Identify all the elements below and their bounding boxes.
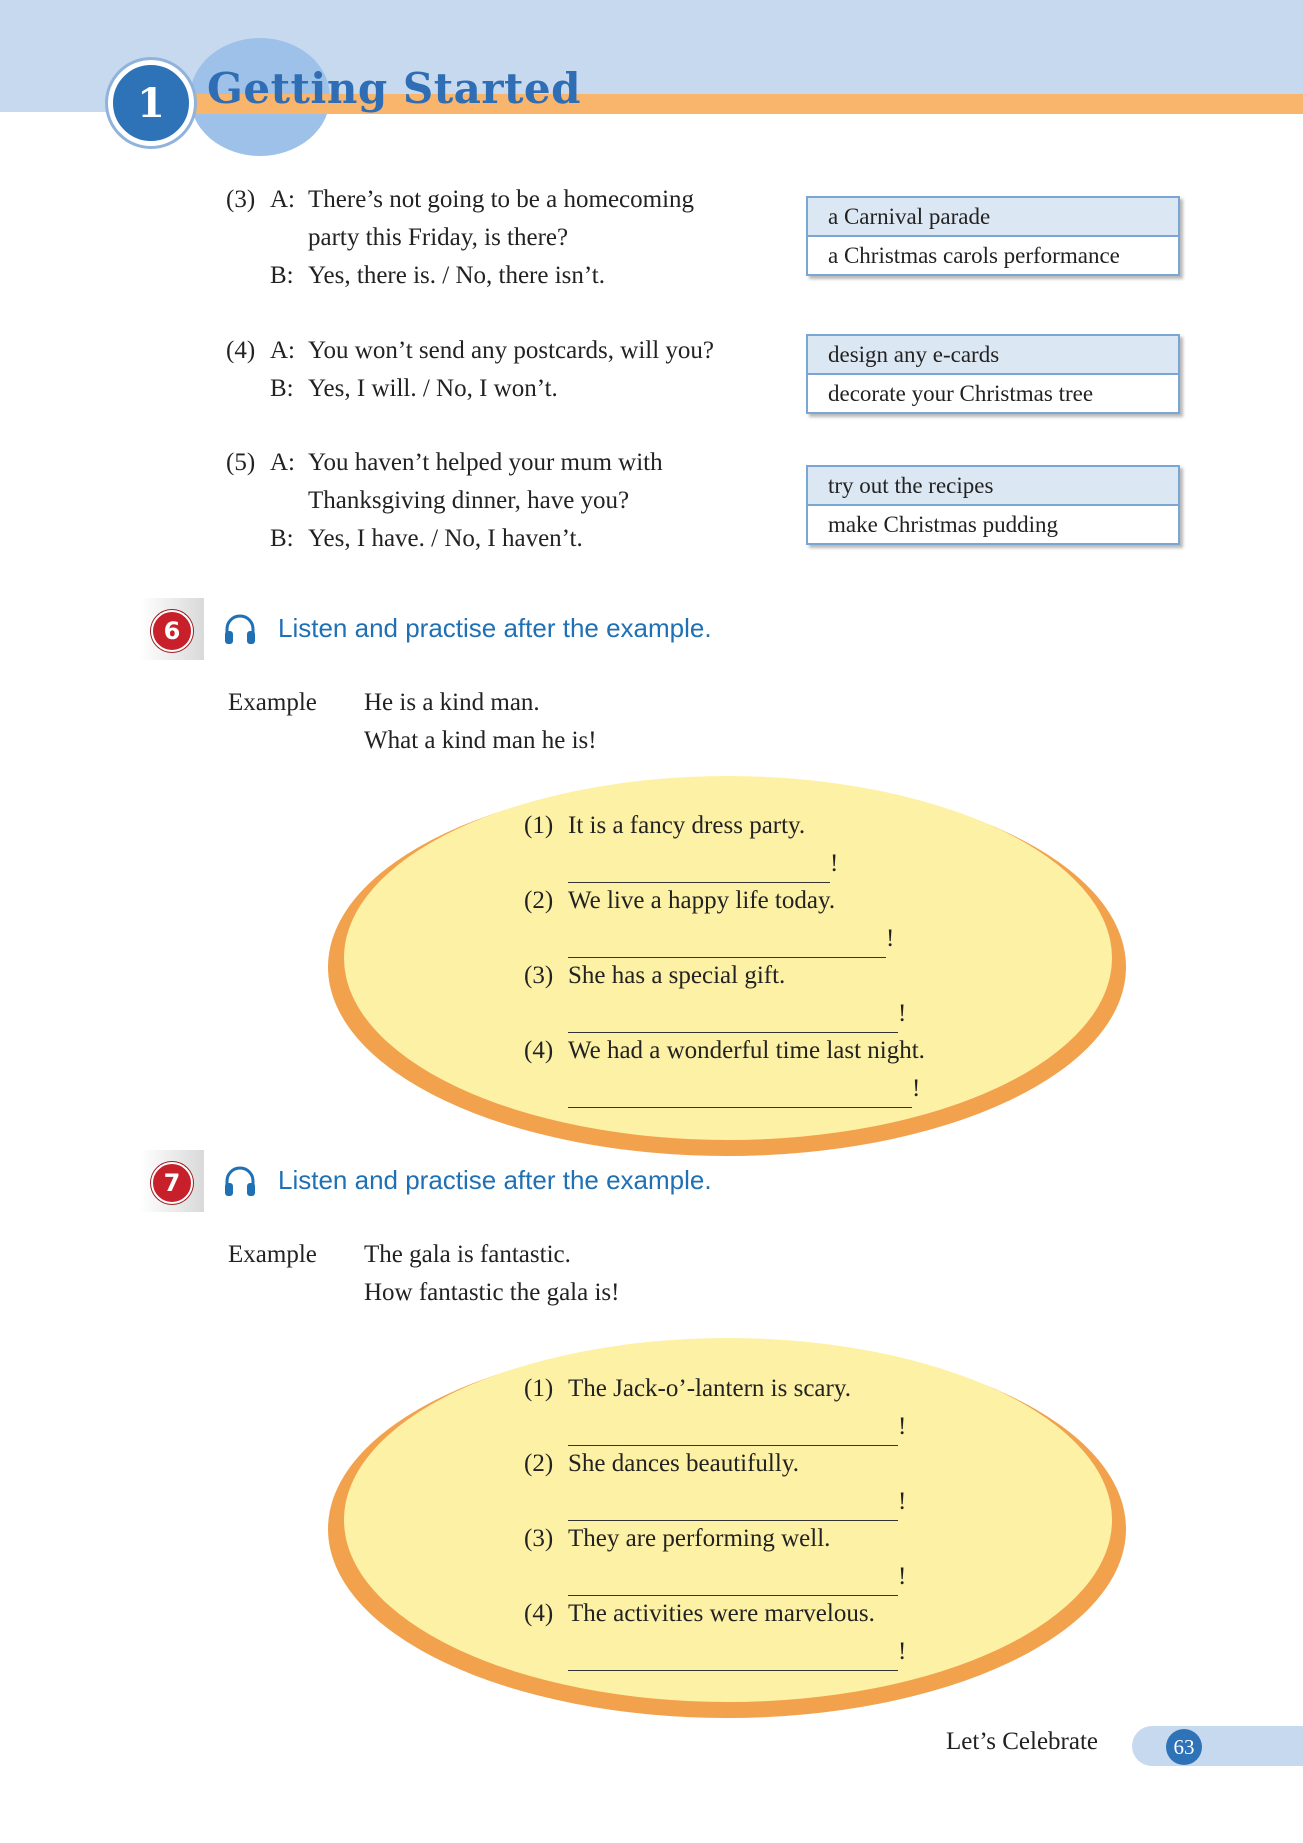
exercise-6-item-4: (4) We had a wonderful time last night. [524, 1037, 925, 1064]
exercise-6-answer-2[interactable]: ! [568, 920, 894, 958]
dialogue-4-a: (4) A: You won’t send any postcards, will you? [226, 337, 715, 364]
footer-band [1132, 1726, 1303, 1766]
exercise-7-answer-2[interactable]: ! [568, 1483, 906, 1521]
exercise-6-item-1: (1) It is a fancy dress party. [524, 812, 806, 839]
exercise-6-answer-4[interactable]: ! [568, 1070, 920, 1108]
page-title: Getting Started [207, 64, 581, 113]
headphones-icon [222, 1164, 258, 1200]
dialogue-3-a-cont: party this Friday, is there? [308, 224, 569, 251]
example-6-label: Example [228, 689, 317, 716]
exercise-6-item-2: (2) We live a happy life today. [524, 887, 836, 914]
option-box-1 [806, 196, 1180, 276]
unit-number-badge: 1 [108, 60, 194, 146]
exercise-7-item-4: (4) The activities were marvelous. [524, 1600, 875, 1627]
headphones-icon [222, 612, 258, 648]
dialogue-3-b: B: Yes, there is. / No, there isn’t. [270, 262, 605, 289]
exercise-6-item-3: (3) She has a special gift. [524, 962, 786, 989]
dialogue-3-a: (3) A: There’s not going to be a homecoming [226, 186, 695, 213]
option-item: decorate your Christmas tree [828, 381, 1094, 406]
section-6-instruction: Listen and practise after the example. [278, 613, 712, 643]
exercise-7-item-2: (2) She dances beautifully. [524, 1450, 799, 1477]
option-item: try out the recipes [808, 467, 1178, 506]
section-7-instruction: Listen and practise after the example. [278, 1165, 712, 1195]
option-item: make Christmas pudding [828, 512, 1058, 537]
option-item: a Carnival parade [808, 198, 1178, 237]
exercise-6-answer-1[interactable]: ! [568, 845, 838, 883]
exercise-6-answer-3[interactable]: ! [568, 995, 906, 1033]
footer-title: Let’s Celebrate [946, 1728, 1099, 1755]
example-6-line2: What a kind man he is! [364, 727, 597, 754]
section-7-number: 7 [151, 1162, 193, 1204]
example-7-line1: The gala is fantastic. [364, 1241, 571, 1268]
page-number: 63 [1166, 1729, 1202, 1765]
section-6-number: 6 [151, 610, 193, 652]
option-item: design any e-cards [808, 336, 1178, 375]
exercise-7-item-1: (1) The Jack-o’-lantern is scary. [524, 1375, 851, 1402]
example-7-line2: How fantastic the gala is! [364, 1279, 620, 1306]
dialogue-4-b: B: Yes, I will. / No, I won’t. [270, 375, 558, 402]
exercise-7-answer-4[interactable]: ! [568, 1633, 906, 1671]
exercise-7-answer-1[interactable]: ! [568, 1408, 906, 1446]
dialogue-5-b: B: Yes, I have. / No, I haven’t. [270, 525, 583, 552]
dialogue-5-a: (5) A: You haven’t helped your mum with [226, 449, 663, 476]
exercise-7-item-3: (3) They are performing well. [524, 1525, 831, 1552]
example-7-label: Example [228, 1241, 317, 1268]
example-6-line1: He is a kind man. [364, 689, 540, 716]
dialogue-5-a-cont: Thanksgiving dinner, have you? [308, 487, 630, 514]
option-item: a Christmas carols performance [828, 243, 1120, 268]
option-box-2 [806, 334, 1180, 414]
exercise-7-answer-3[interactable]: ! [568, 1558, 906, 1596]
option-box-3 [806, 465, 1180, 545]
